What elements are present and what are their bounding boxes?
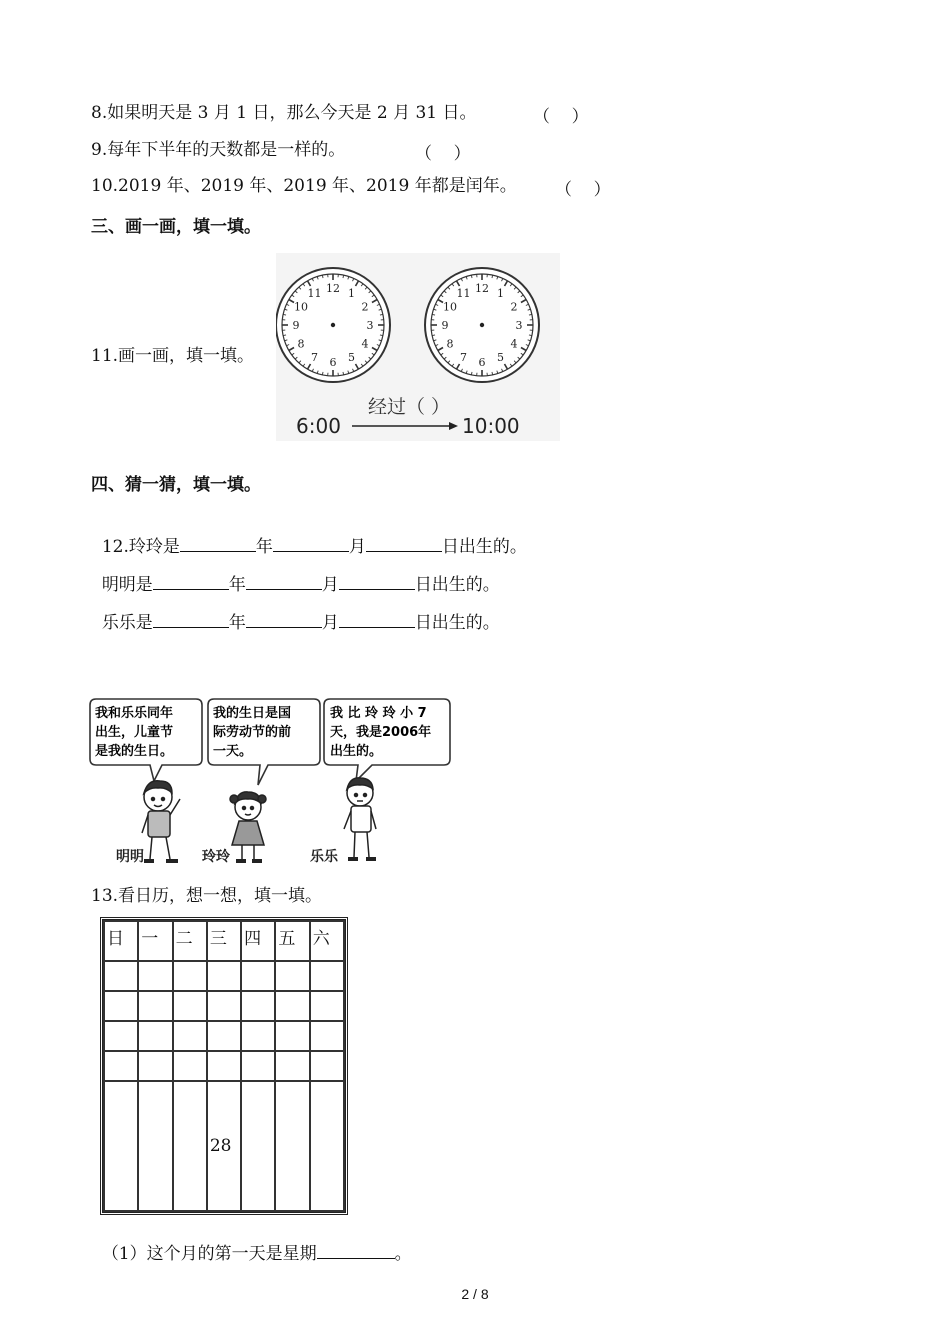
clock-tick [529, 335, 532, 336]
bubble-lingling [208, 699, 320, 785]
clock-tick [471, 372, 472, 375]
calendar-cell[interactable] [310, 1051, 344, 1081]
calendar-cell[interactable] [275, 991, 309, 1021]
calendar-week-row [104, 1051, 344, 1081]
clock-left[interactable] [276, 268, 390, 382]
clock-tick [322, 275, 323, 278]
bubble-mingming-line3: 是我的生日。 [95, 744, 174, 759]
clock-figure [276, 253, 560, 445]
kids-figure [88, 695, 454, 875]
lele-figure-icon [344, 778, 376, 859]
clock-number: 1 [497, 286, 504, 300]
bubble-lingling-line3: 一天。 [213, 744, 253, 759]
suffix-label: 日出生的。 [441, 537, 527, 557]
clock-number: 7 [311, 351, 318, 365]
calendar-week-row [104, 1021, 344, 1051]
calendar-cell[interactable] [207, 961, 241, 991]
elapsed-label: 经过（ ） [368, 396, 451, 418]
clock-number: 11 [456, 286, 471, 300]
question-9: 9.每年下半年的天数都是一样的。 [91, 140, 346, 160]
clock-number: 4 [510, 337, 518, 351]
clock-tick [343, 372, 344, 375]
calendar-cell[interactable] [104, 1081, 138, 1211]
calendar-cell[interactable] [241, 1051, 275, 1081]
calendar-cell[interactable] [104, 1051, 138, 1081]
month-label: 月 [321, 575, 339, 595]
clock-number: 6 [478, 356, 486, 369]
answer-paren-9[interactable]: （ ） [415, 144, 471, 164]
clock-number: 10 [293, 300, 308, 314]
weekday-wed: 三 [207, 921, 241, 961]
end-time: 10:00 [462, 414, 520, 438]
section-3-heading: 三、画一画，填一填。 [91, 217, 261, 237]
calendar-cell[interactable] [138, 991, 172, 1021]
clock-figure-svg [276, 253, 560, 441]
calendar-cell-marked[interactable]: 28 [207, 1081, 241, 1211]
question-11-label: 11.画一画，填一填。 [91, 346, 255, 366]
calendar-cell[interactable] [310, 1081, 344, 1211]
calendar-cell[interactable] [241, 1081, 275, 1211]
bubble-lele-line3: 出生的。 [330, 744, 383, 759]
clock-number: 4 [361, 337, 369, 351]
calendar-cell[interactable] [104, 991, 138, 1021]
lele-year-blank[interactable] [153, 611, 229, 628]
calendar-cell[interactable] [275, 1021, 309, 1051]
calendar-cell[interactable] [207, 1051, 241, 1081]
calendar-cell[interactable] [104, 961, 138, 991]
section-4-heading: 四、猜一猜，填一填。 [91, 475, 261, 495]
q12-lingling-prefix: 12.玲玲是 [101, 537, 180, 557]
calendar-cell[interactable] [173, 991, 207, 1021]
calendar-cell[interactable] [310, 1021, 344, 1051]
bubble-mingming-line2: 出生，儿童节 [95, 725, 174, 740]
bubble-lele [324, 699, 450, 781]
kid-name-lele: 乐乐 [310, 849, 338, 865]
clock-tick [432, 335, 435, 336]
start-time: 6:00 [296, 414, 341, 438]
calendar-cell[interactable] [207, 1021, 241, 1051]
lele-day-blank[interactable] [339, 611, 415, 628]
q13-sub1-suffix: 。 [394, 1244, 412, 1264]
clock-tick [283, 314, 286, 315]
calendar-table [103, 920, 345, 1212]
clock-number: 2 [361, 300, 369, 314]
clock-tick [492, 372, 493, 375]
calendar-cell[interactable] [138, 1081, 172, 1211]
calendar-cell[interactable] [275, 961, 309, 991]
calendar-cell[interactable] [138, 1021, 172, 1051]
question-10: 10.2019 年、2019 年、2019 年、2019 年都是闰年。 [91, 176, 517, 196]
q12-mingming-prefix: 明明是 [101, 575, 153, 595]
question-13-label: 13.看日历，想一想，填一填。 [91, 886, 323, 906]
calendar-cell[interactable] [173, 1081, 207, 1211]
lingling-month-blank[interactable] [273, 535, 349, 552]
bubble-lingling-line1: 我的生日是国 [213, 706, 292, 721]
lingling-figure-icon [230, 792, 266, 861]
suffix-label: 日出生的。 [414, 613, 500, 633]
clock-tick [343, 275, 344, 278]
bubble-mingming-line1: 我和乐乐同年 [95, 706, 174, 721]
calendar-cell[interactable] [310, 991, 344, 1021]
month-label: 月 [321, 613, 339, 633]
clock-number: 6 [329, 356, 337, 369]
clock-tick [380, 314, 383, 315]
year-label: 年 [228, 613, 246, 633]
clock-tick [283, 335, 286, 336]
calendar-cell[interactable] [173, 1021, 207, 1051]
kid-name-mingming: 明明 [116, 849, 144, 865]
calendar-cell[interactable] [275, 1051, 309, 1081]
clock-number: 5 [348, 351, 355, 365]
calendar-cell[interactable] [275, 1081, 309, 1211]
kid-name-lingling: 玲玲 [202, 849, 230, 865]
clock-right[interactable] [425, 268, 539, 382]
month-label: 月 [348, 537, 366, 557]
q13-sub1-prefix: （1）这个月的第一天是星期 [101, 1244, 317, 1264]
clock-number: 10 [442, 300, 457, 314]
calendar-cell[interactable] [104, 1021, 138, 1051]
mingming-month-blank[interactable] [246, 573, 322, 590]
bubble-lele-line2: 天，我是2006年 [330, 725, 432, 740]
calendar-week-row [104, 991, 344, 1021]
weekday-sun: 日 [104, 921, 138, 961]
kids-figure-svg [88, 695, 454, 871]
lele-month-blank[interactable] [246, 611, 322, 628]
calendar-week-row [104, 961, 344, 991]
clock-number: 12 [326, 282, 340, 295]
q12-lele-prefix: 乐乐是 [101, 613, 153, 633]
clock-number: 9 [441, 319, 449, 332]
calendar-header-row [104, 921, 344, 961]
first-day-weekday-blank[interactable] [317, 1242, 395, 1259]
calendar-cell[interactable] [241, 991, 275, 1021]
suffix-label: 日出生的。 [414, 575, 500, 595]
mingming-figure-icon [142, 781, 180, 861]
clock-number: 3 [515, 319, 523, 332]
bubble-mingming [90, 699, 202, 781]
calendar-week-row [104, 1081, 344, 1211]
clock-tick [432, 314, 435, 315]
calendar-cell[interactable] [207, 991, 241, 1021]
mingming-year-blank[interactable] [153, 573, 229, 590]
clock-center-dot [331, 323, 335, 327]
calendar-cell[interactable] [241, 961, 275, 991]
weekday-thu: 四 [241, 921, 275, 961]
mingming-day-blank[interactable] [339, 573, 415, 590]
clock-number: 11 [307, 286, 322, 300]
clock-number: 9 [292, 319, 300, 332]
weekday-tue: 二 [173, 921, 207, 961]
lingling-day-blank[interactable] [366, 535, 442, 552]
clock-number: 5 [497, 351, 504, 365]
bubble-lele-line1: 我 比 玲 玲 小 7 [330, 706, 427, 721]
q12-lele-line [91, 589, 500, 634]
year-label: 年 [228, 575, 246, 595]
clock-center-dot [480, 323, 484, 327]
answer-paren-8[interactable]: （ ） [533, 107, 589, 127]
calendar-cell[interactable] [138, 961, 172, 991]
clock-number: 7 [460, 351, 467, 365]
bubble-lingling-line2: 际劳动节的前 [213, 725, 292, 740]
clock-number: 8 [446, 337, 454, 351]
clock-number: 3 [366, 319, 374, 332]
clock-tick [471, 275, 472, 278]
weekday-fri: 五 [275, 921, 309, 961]
page-number: 2 / 8 [461, 1286, 489, 1302]
weekday-sat: 六 [310, 921, 344, 961]
weekday-mon: 一 [138, 921, 172, 961]
year-label: 年 [255, 537, 273, 557]
clock-number: 12 [475, 282, 489, 295]
calendar-grid [100, 917, 348, 1215]
q13-sub1-line [91, 1220, 412, 1265]
lingling-year-blank[interactable] [180, 535, 256, 552]
answer-paren-10[interactable]: （ ） [555, 180, 611, 200]
clock-tick [380, 335, 383, 336]
calendar-cell[interactable] [173, 961, 207, 991]
clock-tick [322, 372, 323, 375]
clock-number: 8 [297, 337, 305, 351]
question-8: 8.如果明天是 3 月 1 日，那么今天是 2 月 31 日。 [91, 103, 477, 123]
calendar-cell[interactable] [310, 961, 344, 991]
calendar-cell[interactable] [173, 1051, 207, 1081]
clock-tick [529, 314, 532, 315]
clock-number: 1 [348, 286, 355, 300]
clock-tick [492, 275, 493, 278]
calendar-cell[interactable] [241, 1021, 275, 1051]
clock-number: 2 [510, 300, 518, 314]
calendar-cell[interactable] [138, 1051, 172, 1081]
